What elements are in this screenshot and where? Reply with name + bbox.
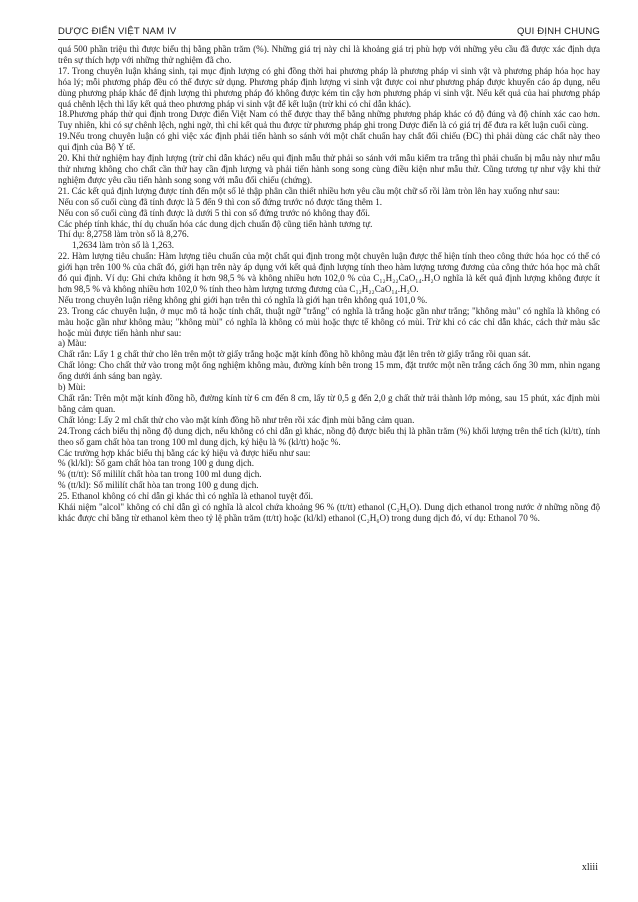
header-section-title: QUI ĐỊNH CHUNG: [516, 26, 600, 37]
paragraph: Nếu trong chuyên luận riêng không ghi giới hạn trên thì có nghĩa là giới hạn trên không quá 101,0 %.: [58, 294, 428, 305]
paragraph: 24.Trong cách biểu thị nồng độ dung dịch, nếu không có chỉ dẫn gì khác, nồng độ được biểu thị là phần trăm (%) khối lượng trên thể tích (kl/tt), tính theo số gam chất hòa tan trong 100 ml dung dịch, ký hiệu là % (kl/tt) hoặc %.: [58, 425, 600, 447]
page-number: xliii: [581, 862, 598, 873]
paragraph: 21. Các kết quả định lượng được tính đến một số lẻ thập phân cần thiết nhiều hơn yêu cầu một chữ số rồi làm tròn lên hay xuống như sau:: [58, 185, 560, 196]
paragraph: 20. Khi thử nghiệm hay định lượng (trừ chỉ dẫn khác) nếu qui định mẫu thử phải so sánh với mẫu kiểm tra trắng thì phải chuẩn bị mẫu này như mẫu thử nhưng không cho chất cần thử hay cần định lượng và phải tiến hành song song cùng điều kiện như mẫu thử. Cũng tương tự như vậy khi thử nghiệm được yêu cầu tiến hành song song với mẫu đối chiếu (chứng).: [58, 153, 600, 185]
paragraph: a) Màu:: [58, 338, 87, 349]
document-body: [58, 44, 600, 524]
paragraph: 25. Ethanol không có chỉ dẫn gì khác thì có nghĩa là ethanol tuyệt đối.: [58, 491, 314, 502]
paragraph: 19.Nếu trong chuyên luận có ghi việc xác định phải tiến hành so sánh với một chất chuẩn hay chất đối chiếu (ĐC) thì phải dùng các chất này theo qui định của Bộ Y tế.: [58, 131, 600, 153]
running-header: [58, 26, 600, 40]
paragraph: 22. Hàm lượng tiêu chuẩn: Hàm lượng tiêu chuẩn của một chất qui định trong một chuyên luận được thể hiện tính theo công thức hóa học có thể có giới hạn trên 100 % của chất đó, giới hạn trên này áp dụng với kết quả định lượng tính theo hàm lượng tương đương của công thức hóa học mà chất đó qui định. Ví dụ: Ghi chứa không ít hơn 98,5 % và không nhiều hơn 102,0 % của C₁₂H₂₂CaO₁₄.H₂O nghĩa là kết quả định lượng không được ít hơn 98,5 % và không nhiều hơn 102,0 % tính theo hàm lượng tương đương của C₁₂H₂₂CaO₁₄.H₂O.: [58, 251, 600, 294]
paragraph: b) Mùi:: [58, 382, 86, 393]
paragraph: Nếu con số cuối cùng đã tính được là 5 đến 9 thì con số đứng trước nó được tăng thêm 1.: [58, 196, 383, 207]
paragraph: Chất lỏng: Cho chất thử vào trong một ống nghiệm không màu, đường kính bên trong 15 mm, đặt trước một nền trắng cách ống 30 mm, nhìn ngang ống dưới ánh sáng ban ngày.: [58, 360, 600, 382]
paragraph: Thí dụ: 8,2758 làm tròn số là 8,276.: [58, 229, 189, 240]
paragraph: Chất rắn: Trên một mặt kính đồng hồ, đường kính từ 6 cm đến 8 cm, lấy từ 0,5 g đến 2,0 g chất thử trải thành lớp mỏng, sau 15 phút, xác định mùi bằng cảm quan.: [58, 393, 600, 414]
paragraph: % (tt/tt): Số mililít chất hòa tan trong 100 ml dung dịch.: [58, 469, 262, 480]
paragraph: Chất rắn: Lấy 1 g chất thử cho lên trên một tờ giấy trắng hoặc mặt kính đồng hồ không màu đặt lên trên tờ giấy trắng rồi quan sát.: [58, 349, 531, 360]
paragraph: 23. Trong các chuyên luận, ở mục mô tả hoặc tính chất, thuật ngữ "trắng" có nghĩa là trắng hoặc gần như trắng; "không màu" có nghĩa là không có màu hoặc gần như không màu; "không mùi" có nghĩa là không có mùi hoặc thực tế không có mùi. Trừ khi có các chỉ dẫn khác, cách thử màu sắc hoặc mùi được tiến hành như sau:: [58, 305, 600, 338]
paragraph: Các phép tính khác, thí dụ chuẩn hóa các dung dịch chuẩn độ cũng tiến hành tương tự.: [58, 218, 373, 229]
paragraph: Khái niệm "alcol" không có chỉ dẫn gì có nghĩa là alcol chứa khoảng 96 % (tt/tt) ethanol (C₂H₆O). Dung dịch ethanol trong nước ở những nồng độ khác được chỉ bằng từ ethanol kèm theo tỷ lệ phần trăm (tt/tt) hoặc (kl/kl) ethanol (C₂H₆O) trong dung dịch đó, ví dụ: Ethanol 70 %.: [58, 502, 600, 523]
paragraph: % (kl/kl): Số gam chất hòa tan trong 100 g dung dịch.: [58, 458, 254, 469]
paragraph: Các trường hợp khác biểu thị bằng các ký hiệu và được hiểu như sau:: [58, 447, 311, 458]
paragraph: 18.Phương pháp thử qui định trong Dược điển Việt Nam có thể được thay thế bằng những phương pháp khác có độ đúng và độ chính xác cao hơn. Tuy nhiên, khi có sự chênh lệch, nghi ngờ, thì chỉ kết quả thu được từ phương pháp ghi trong Dược điển là có giá trị để đưa ra kết luận cuối cùng.: [58, 109, 600, 131]
paragraph: 17. Trong chuyên luận kháng sinh, tại mục định lượng có ghi đồng thời hai phương pháp là phương pháp vi sinh vật và phương pháp hóa học hay hóa lý; mỗi phương pháp đều có thể được sử dụng. Phương pháp định lượng vi sinh vật được coi như phương pháp được khuyến cáo áp dụng, nếu dùng phương pháp khác để định lượng thì phương pháp đó không được kém tin cậy hơn phương pháp vi sinh vật. Nếu kết quả của hai phương pháp quá chênh lệch thì lấy kết quả theo phương pháp vi sinh vật để kết luận (trừ khi có chỉ dẫn khác).: [58, 65, 600, 109]
header-book-title: DƯỢC ĐIỂN VIỆT NAM IV: [58, 26, 177, 37]
paragraph: % (tt/kl): Số mililít chất hòa tan trong 100 g dung dịch.: [58, 480, 259, 491]
paragraph: Nếu con số cuối cùng đã tính được là dưới 5 thì con số đứng trước nó không thay đổi.: [58, 207, 370, 218]
paragraph: quá 500 phần triệu thì được biểu thị bằng phần trăm (%). Những giá trị này chỉ là khoảng giá trị phù hợp với những yêu cầu đã được xác định dựa trên sự thích hợp với những thử nghiệm đã cho.: [58, 44, 600, 65]
paragraph: Chất lỏng: Lấy 2 ml chất thử cho vào mặt kính đồng hồ như trên rồi xác định mùi bằng cảm quan.: [58, 414, 415, 425]
paragraph: 1,2634 làm tròn số là 1,263.: [72, 240, 175, 251]
